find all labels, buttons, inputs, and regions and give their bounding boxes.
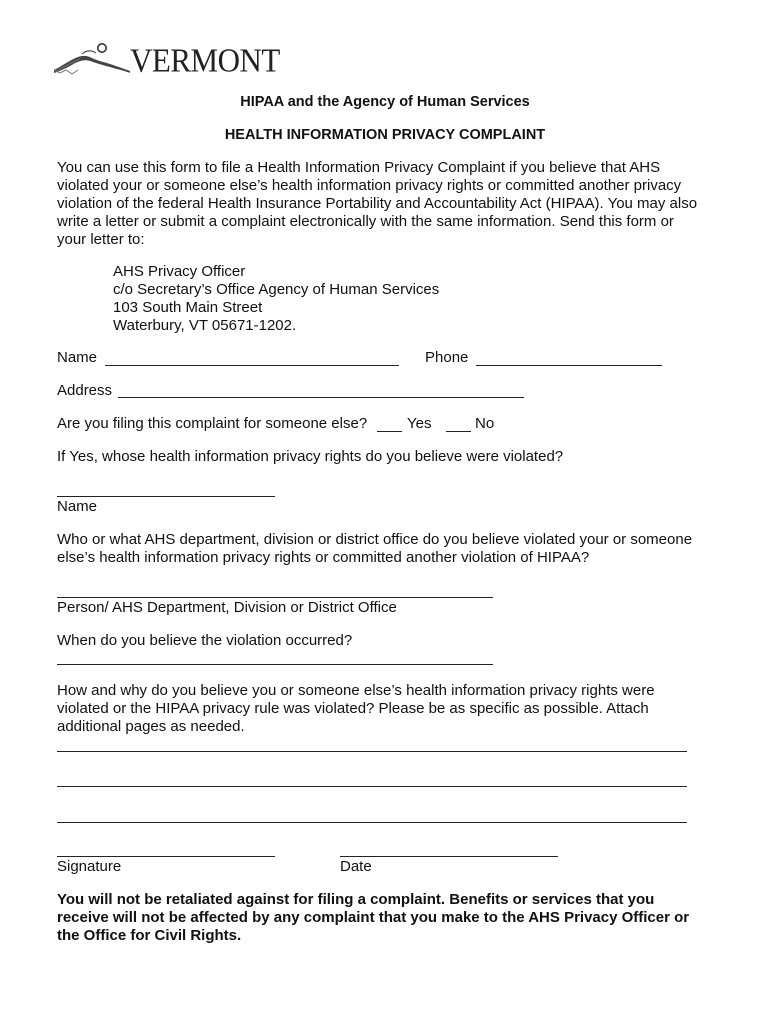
no-checkbox-line[interactable] [446,431,471,432]
intro-line: your letter to: [57,231,145,248]
question-line: additional pages as needed. [57,718,245,735]
phone-label: Phone [425,349,469,366]
address-line: AHS Privacy Officer [113,263,246,280]
address-label: Address [57,382,113,399]
description-line-3[interactable] [57,822,687,823]
phone-field[interactable] [476,365,662,366]
date-label: Date [340,858,372,875]
mountain-logo-icon [52,40,132,82]
name-field[interactable] [105,365,399,366]
name-label: Name [57,349,98,366]
whose-rights-question: If Yes, whose health information privacy rights do you believe were violated? [57,448,564,465]
someone-else-question: Are you filing this complaint for someone else? [57,415,368,432]
notice-line: receive will not be affected by any complaint that you make to the AHS Privacy Officer or [57,909,690,926]
question-line: violated or the HIPAA privacy rule was violated? Please be as specific as possible. Attach [57,700,649,717]
other-name-field[interactable] [57,496,275,497]
signature-label: Signature [57,858,122,875]
page-subtitle: HEALTH INFORMATION PRIVACY COMPLAINT [224,127,546,143]
no-label: No [475,415,495,432]
notice-line: the Office for Civil Rights. [57,927,242,944]
description-line-1[interactable] [57,751,687,752]
intro-line: violated your or someone else’s health information privacy rights or committed another privacy [57,177,682,194]
person-department-label: Person/ AHS Department, Division or District Office [57,599,397,616]
address-field[interactable] [118,397,524,398]
mailing-address [113,263,439,335]
address-line: 103 South Main Street [113,299,263,316]
date-field[interactable] [340,856,558,857]
yes-label: Yes [407,415,432,432]
vermont-logo [52,40,282,82]
address-line: Waterbury, VT 05671-1202. [113,317,297,334]
intro-line: write a letter or submit a complaint electronically with the same information. Send this form or [57,213,674,230]
notice-line: You will not be retaliated against for filing a complaint. Benefits or services that you [57,891,655,908]
intro-line: You can use this form to file a Health Information Privacy Complaint if you believe that AHS [57,159,661,176]
who-violated-question [57,531,692,567]
address-line: c/o Secretary’s Office Agency of Human Services [113,281,440,298]
yes-checkbox-line[interactable] [377,431,402,432]
intro-line: violation of the federal Health Insurance Portability and Accountability Act (HIPAA). You may also [57,195,698,212]
question-line: How and why do you believe you or someone else’s health information privacy rights were [57,682,655,699]
when-question: When do you believe the violation occurred? [57,632,353,649]
description-line-2[interactable] [57,786,687,787]
signature-field[interactable] [57,856,275,857]
retaliation-notice [57,891,689,945]
question-line: Who or what AHS department, division or district office do you believe violated your or someone [57,531,693,548]
when-field[interactable] [57,664,493,665]
person-department-field[interactable] [57,597,493,598]
intro-paragraph [57,159,697,249]
how-why-question [57,682,655,736]
page-title: HIPAA and the Agency of Human Services [240,94,530,110]
question-line: else’s health information privacy rights or committed another violation of HIPAA? [57,549,590,566]
logo-wordmark: VERMONT [130,40,280,80]
other-name-label: Name [57,498,98,515]
